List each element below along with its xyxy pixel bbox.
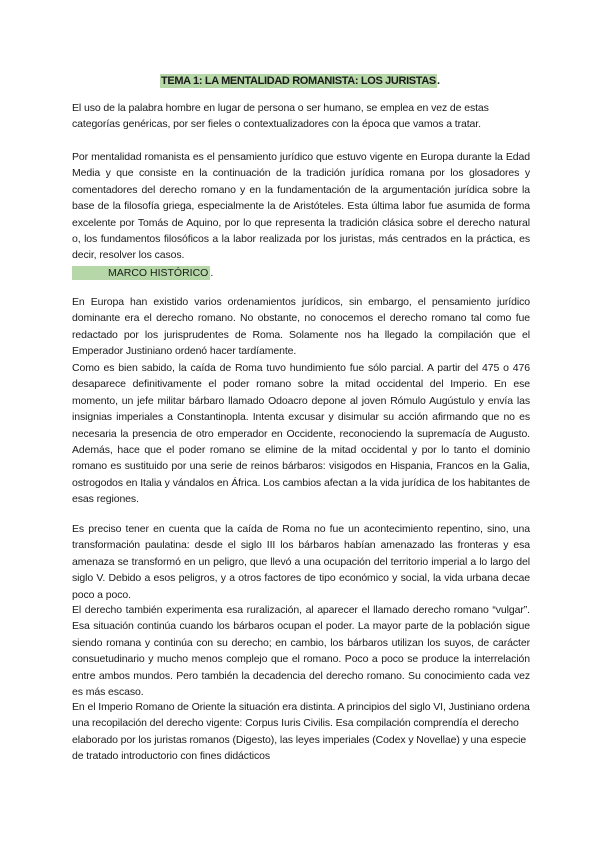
title-period: . <box>436 75 440 87</box>
body-paragraph-1: En Europa han existido varios ordenamientos jurídicos, sin embargo, el pensamiento jurídico dominante era el derecho romano. No obstante, no conocemos el derecho romano tal como fue redactado por los jurisprudentes de Roma. Solamente nos ha llegado la compilación que el Emperador Justiniano ordenó hacer tardíamente. <box>72 296 530 358</box>
section-heading-period: . <box>210 267 214 279</box>
title-row <box>0 71 600 89</box>
body-paragraph-2: Como es bien sabido, la caída de Roma tuvo hundimiento fue sólo parcial. A partir del 475 o 476 desaparece definitivamente el poder romano sobre la mitad occidental del Imperio. En ese momento, un jefe militar bárbaro llamado Odoacro depone al joven Rómulo Augústulo y envía las insignias imperiales a Constantinopla. Intenta excusar y disimular su acción afirmando que no es necesaria la presencia de otro emperador en Occidente, reconociendo la supremacía de Augusto. Además, hace que el poder romano se elimine de la mitad occidental y por lo tanto el dominio romano es sustituido por una serie de reinos bárbaros: visigodos en Hispania, Francos en la Galia, ostrogodos en Italia y vándalos en África. Los cambios afectan a la vida jurídica de los habitantes de esas regiones. <box>72 362 530 506</box>
section-heading-row <box>72 263 213 281</box>
body-paragraph-4: El derecho también experimenta esa ruralización, al aparecer el llamado derecho romano “vulgar”. Esa situación continúa cuando los bárbaros ocupan el poder. La mayor parte de la población sigue siendo romana y continúa con su derecho; en cambio, los bárbaros utilizan los suyos, de carácter consuetudinario y mucho menos complejo que el romano. Poco a poco se produce la interrelación entre ambos mundos. Pero también la decadencia del derecho romano. Su conocimiento cada vez es más escaso. <box>72 604 530 699</box>
page-title: TEMA 1: LA MENTALIDAD ROMANISTA: LOS JURISTAS <box>161 75 436 87</box>
intro-paragraph-1: El uso de la palabra hombre en lugar de persona o ser humano, se emplea en vez de estas categorías genéricas, por ser fieles o contextualizadores con la época que vamos a tratar. <box>72 102 489 131</box>
intro-paragraph-2: Por mentalidad romanista es el pensamiento jurídico que estuvo vigente en Europa durante la Edad Media y que consiste en la continuación de la tradición jurídica romana por los glosadores y comentadores del derecho romano y en la fundamentación de la argumentación jurídica sobre la base de la filosofía griega, especialmente la de Aristóteles. Esta última labor fue asumida de forma excelente por Tomás de Aquino, por lo que representa la tradición clásica sobre el derecho natural o, los fundamentos filosóficos a la labor realizada por los juristas, más centrados en la práctica, es decir, resolver los casos. <box>72 151 530 262</box>
section-heading: MARCO HISTÓRICO <box>72 266 210 280</box>
body-paragraph-3: Es preciso tener en cuenta que la caída de Roma no fue un acontecimiento repentino, sino, una transformación paulatina: desde el siglo III los bárbaros habían amenazado las fronteras y esa amenaza se transformó en un peligro, que llevó a una ocupación del territorio imperial a lo largo del siglo V. Debido a esos peligros, y a otros factores de tipo económico y social, la vida urbana decae poco a poco. <box>72 523 530 601</box>
body-paragraph-5: En el Imperio Romano de Oriente la situación era distinta. A principios del siglo VI, Justiniano ordena una recopilación del derecho vigente: Corpus Iuris Civilis. Esa compilación comprendía el derecho elaborado por los juristas romanos (Digesto), las leyes imperiales (Codex y Novellae) y una especie de tratado introductorio con fines didácticos <box>72 701 530 763</box>
